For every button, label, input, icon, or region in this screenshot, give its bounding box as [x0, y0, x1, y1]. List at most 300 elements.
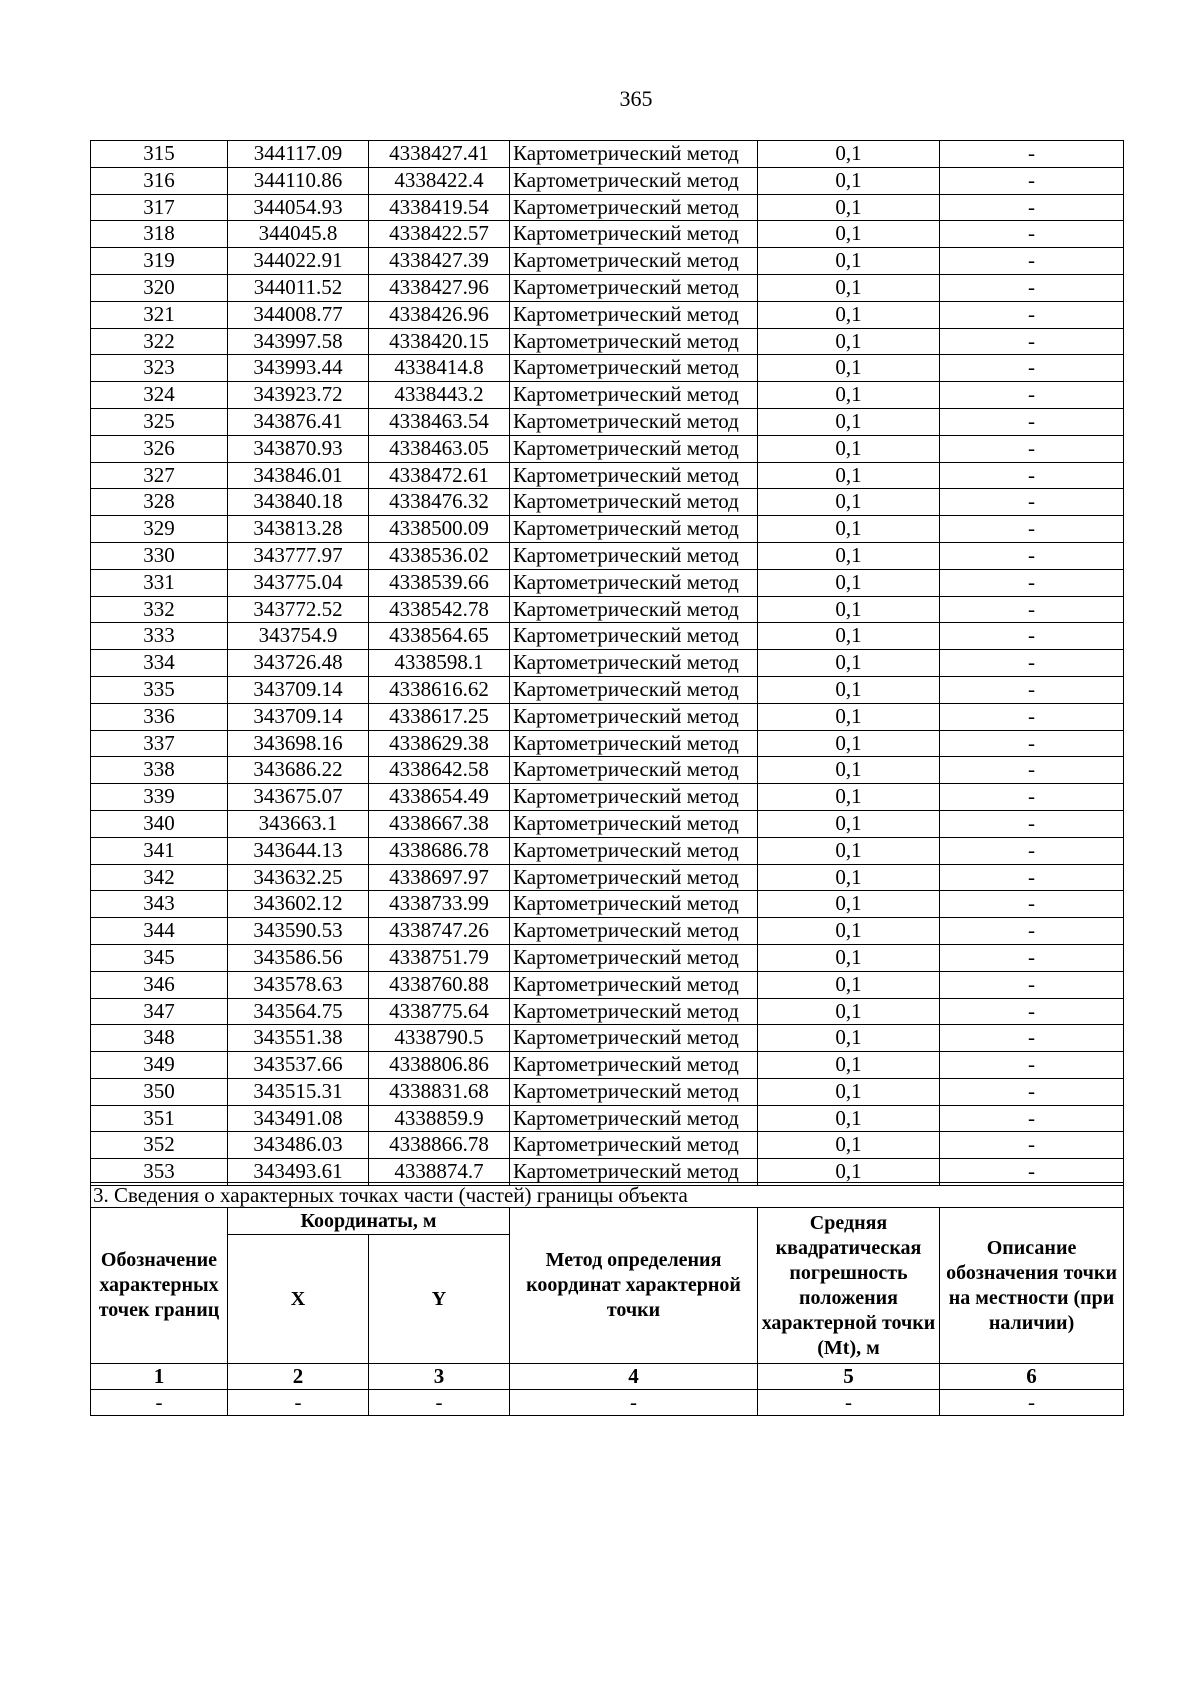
table-row — [91, 1132, 1124, 1159]
mt-cell: 0,1 — [758, 650, 940, 677]
method-cell: Картометрический метод — [510, 167, 758, 194]
coordinates-table — [90, 140, 1124, 1186]
y-cell: 4338866.78 — [369, 1132, 510, 1159]
x-cell: 343813.28 — [228, 516, 369, 543]
desc-cell: - — [940, 194, 1124, 221]
method-cell: Картометрический метод — [510, 864, 758, 891]
mt-cell: 0,1 — [758, 569, 940, 596]
desc-cell: - — [940, 1025, 1124, 1052]
method-cell: Картометрический метод — [510, 194, 758, 221]
x-cell: 343537.66 — [228, 1052, 369, 1079]
y-cell: 4338642.58 — [369, 757, 510, 784]
point-number-cell: 320 — [91, 274, 228, 301]
desc-cell: - — [940, 516, 1124, 543]
header-coords: Координаты, м — [228, 1208, 510, 1235]
table-row — [91, 301, 1124, 328]
mt-cell: 0,1 — [758, 998, 940, 1025]
y-cell: 4338859.9 — [369, 1105, 510, 1132]
x-cell: 343698.16 — [228, 730, 369, 757]
method-cell: Картометрический метод — [510, 971, 758, 998]
page-number: 365 — [619, 86, 653, 111]
method-cell: Картометрический метод — [510, 489, 758, 516]
mt-cell: 0,1 — [758, 1025, 940, 1052]
method-cell: Картометрический метод — [510, 650, 758, 677]
table-row — [91, 810, 1124, 837]
x-cell: 343491.08 — [228, 1105, 369, 1132]
mt-cell: 0,1 — [758, 542, 940, 569]
point-number-cell: 349 — [91, 1052, 228, 1079]
method-cell: Картометрический метод — [510, 703, 758, 730]
table-row — [91, 221, 1124, 248]
mt-cell: 0,1 — [758, 757, 940, 784]
y-cell: 4338536.02 — [369, 542, 510, 569]
method-cell: Картометрический метод — [510, 998, 758, 1025]
mt-cell: 0,1 — [758, 837, 940, 864]
point-number-cell: 315 — [91, 141, 228, 168]
y-cell: 4338564.65 — [369, 623, 510, 650]
method-cell: Картометрический метод — [510, 542, 758, 569]
desc-cell: - — [940, 998, 1124, 1025]
x-cell: 343726.48 — [228, 650, 369, 677]
desc-cell: - — [940, 596, 1124, 623]
x-cell: 344045.8 — [228, 221, 369, 248]
y-cell: 4338686.78 — [369, 837, 510, 864]
point-number-cell: 351 — [91, 1105, 228, 1132]
desc-cell: - — [940, 1132, 1124, 1159]
x-cell: 343590.53 — [228, 918, 369, 945]
table-row — [91, 328, 1124, 355]
desc-cell: - — [940, 301, 1124, 328]
y-cell: 4338427.41 — [369, 141, 510, 168]
table-row — [91, 1105, 1124, 1132]
x-cell: 344054.93 — [228, 194, 369, 221]
x-cell: 343997.58 — [228, 328, 369, 355]
desc-cell: - — [940, 489, 1124, 516]
point-number-cell: 318 — [91, 221, 228, 248]
desc-cell: - — [940, 837, 1124, 864]
point-number-cell: 341 — [91, 837, 228, 864]
point-number-cell: 330 — [91, 542, 228, 569]
table-row — [91, 676, 1124, 703]
mt-cell: 0,1 — [758, 1052, 940, 1079]
point-number-cell: 324 — [91, 382, 228, 409]
table-row — [91, 971, 1124, 998]
mt-cell: 0,1 — [758, 784, 940, 811]
y-cell: 4338697.97 — [369, 864, 510, 891]
point-number-cell: 325 — [91, 408, 228, 435]
x-cell: 343686.22 — [228, 757, 369, 784]
table-row — [91, 918, 1124, 945]
method-cell: Картометрический метод — [510, 918, 758, 945]
mt-cell: 0,1 — [758, 810, 940, 837]
y-cell: 4338806.86 — [369, 1052, 510, 1079]
mt-cell: 0,1 — [758, 596, 940, 623]
table-row — [91, 784, 1124, 811]
point-number-cell: 316 — [91, 167, 228, 194]
method-cell: Картометрический метод — [510, 516, 758, 543]
point-number-cell: 348 — [91, 1025, 228, 1052]
mt-cell: 0,1 — [758, 891, 940, 918]
header-designation: Обозначение характерных точек границ — [91, 1208, 228, 1364]
table-row — [91, 408, 1124, 435]
y-cell: 4338427.96 — [369, 274, 510, 301]
table-row — [91, 542, 1124, 569]
y-cell: 4338629.38 — [369, 730, 510, 757]
table-row — [91, 462, 1124, 489]
mt-cell: 0,1 — [758, 141, 940, 168]
desc-cell: - — [940, 328, 1124, 355]
point-number-cell: 329 — [91, 516, 228, 543]
mt-cell: 0,1 — [758, 1159, 940, 1186]
desc-cell: - — [940, 676, 1124, 703]
table-row — [91, 355, 1124, 382]
x-cell: 343564.75 — [228, 998, 369, 1025]
x-cell: 343663.1 — [228, 810, 369, 837]
desc-cell: - — [940, 167, 1124, 194]
column-number: 2 — [228, 1364, 369, 1390]
section3-table — [90, 1182, 1124, 1416]
table-cell: - — [758, 1390, 940, 1416]
x-cell: 343602.12 — [228, 891, 369, 918]
method-cell: Картометрический метод — [510, 355, 758, 382]
x-cell: 343709.14 — [228, 703, 369, 730]
section3-column-numbers-row — [91, 1364, 1124, 1390]
x-cell: 343515.31 — [228, 1078, 369, 1105]
desc-cell: - — [940, 382, 1124, 409]
y-cell: 4338747.26 — [369, 918, 510, 945]
x-cell: 344008.77 — [228, 301, 369, 328]
x-cell: 344110.86 — [228, 167, 369, 194]
method-cell: Картометрический метод — [510, 301, 758, 328]
method-cell: Картометрический метод — [510, 462, 758, 489]
x-cell: 343486.03 — [228, 1132, 369, 1159]
desc-cell: - — [940, 1078, 1124, 1105]
desc-cell: - — [940, 248, 1124, 275]
mt-cell: 0,1 — [758, 1078, 940, 1105]
mt-cell: 0,1 — [758, 971, 940, 998]
method-cell: Картометрический метод — [510, 1105, 758, 1132]
x-cell: 343675.07 — [228, 784, 369, 811]
x-cell: 343709.14 — [228, 676, 369, 703]
point-number-cell: 352 — [91, 1132, 228, 1159]
x-cell: 343775.04 — [228, 569, 369, 596]
method-cell: Картометрический метод — [510, 730, 758, 757]
x-cell: 344117.09 — [228, 141, 369, 168]
desc-cell: - — [940, 757, 1124, 784]
mt-cell: 0,1 — [758, 248, 940, 275]
x-cell: 343632.25 — [228, 864, 369, 891]
desc-cell: - — [940, 891, 1124, 918]
desc-cell: - — [940, 462, 1124, 489]
desc-cell: - — [940, 650, 1124, 677]
table-row — [91, 516, 1124, 543]
mt-cell: 0,1 — [758, 435, 940, 462]
x-cell: 343754.9 — [228, 623, 369, 650]
y-cell: 4338831.68 — [369, 1078, 510, 1105]
desc-cell: - — [940, 542, 1124, 569]
table-cell: - — [91, 1390, 228, 1416]
table-row — [91, 998, 1124, 1025]
mt-cell: 0,1 — [758, 274, 940, 301]
table-row — [91, 837, 1124, 864]
point-number-cell: 350 — [91, 1078, 228, 1105]
desc-cell: - — [940, 784, 1124, 811]
y-cell: 4338422.57 — [369, 221, 510, 248]
table-row — [91, 650, 1124, 677]
desc-cell: - — [940, 274, 1124, 301]
desc-cell: - — [940, 569, 1124, 596]
section3-caption-row — [91, 1183, 1124, 1208]
y-cell: 4338463.05 — [369, 435, 510, 462]
method-cell: Картометрический метод — [510, 891, 758, 918]
desc-cell: - — [940, 971, 1124, 998]
header-desc: Описание обозначения точки на местности (при наличии) — [940, 1208, 1124, 1364]
y-cell: 4338422.4 — [369, 167, 510, 194]
method-cell: Картометрический метод — [510, 810, 758, 837]
point-number-cell: 335 — [91, 676, 228, 703]
table-cell: - — [369, 1390, 510, 1416]
point-number-cell: 347 — [91, 998, 228, 1025]
table-row — [91, 730, 1124, 757]
x-cell: 344011.52 — [228, 274, 369, 301]
point-number-cell: 334 — [91, 650, 228, 677]
mt-cell: 0,1 — [758, 382, 940, 409]
y-cell: 4338598.1 — [369, 650, 510, 677]
mt-cell: 0,1 — [758, 703, 940, 730]
header-y: Y — [369, 1235, 510, 1364]
y-cell: 4338616.62 — [369, 676, 510, 703]
point-number-cell: 322 — [91, 328, 228, 355]
table-cell: - — [228, 1390, 369, 1416]
table-row — [91, 623, 1124, 650]
desc-cell: - — [940, 864, 1124, 891]
y-cell: 4338542.78 — [369, 596, 510, 623]
mt-cell: 0,1 — [758, 944, 940, 971]
point-number-cell: 317 — [91, 194, 228, 221]
y-cell: 4338420.15 — [369, 328, 510, 355]
column-number: 4 — [510, 1364, 758, 1390]
method-cell: Картометрический метод — [510, 141, 758, 168]
x-cell: 343923.72 — [228, 382, 369, 409]
table-row — [91, 891, 1124, 918]
y-cell: 4338539.66 — [369, 569, 510, 596]
desc-cell: - — [940, 918, 1124, 945]
table-row — [91, 248, 1124, 275]
column-number: 3 — [369, 1364, 510, 1390]
point-number-cell: 346 — [91, 971, 228, 998]
method-cell: Картометрический метод — [510, 1132, 758, 1159]
desc-cell: - — [940, 1052, 1124, 1079]
column-number: 1 — [91, 1364, 228, 1390]
point-number-cell: 323 — [91, 355, 228, 382]
section3-header-row-1 — [91, 1208, 1124, 1235]
desc-cell: - — [940, 141, 1124, 168]
mt-cell: 0,1 — [758, 1132, 940, 1159]
header-method: Метод определения координат характерной точки — [510, 1208, 758, 1364]
x-cell: 343777.97 — [228, 542, 369, 569]
coordinates-table-body — [91, 141, 1124, 1186]
point-number-cell: 319 — [91, 248, 228, 275]
point-number-cell: 327 — [91, 462, 228, 489]
method-cell: Картометрический метод — [510, 435, 758, 462]
y-cell: 4338426.96 — [369, 301, 510, 328]
table-row — [91, 141, 1124, 168]
point-number-cell: 353 — [91, 1159, 228, 1186]
x-cell: 344022.91 — [228, 248, 369, 275]
mt-cell: 0,1 — [758, 221, 940, 248]
desc-cell: - — [940, 944, 1124, 971]
mt-cell: 0,1 — [758, 167, 940, 194]
mt-cell: 0,1 — [758, 516, 940, 543]
x-cell: 343993.44 — [228, 355, 369, 382]
method-cell: Картометрический метод — [510, 757, 758, 784]
section3-caption: 3. Сведения о характерных точках части (частей) границы объекта — [91, 1183, 1124, 1208]
method-cell: Картометрический метод — [510, 1052, 758, 1079]
point-number-cell: 336 — [91, 703, 228, 730]
table-row — [91, 489, 1124, 516]
table-row — [91, 757, 1124, 784]
point-number-cell: 343 — [91, 891, 228, 918]
table-row — [91, 382, 1124, 409]
method-cell: Картометрический метод — [510, 408, 758, 435]
x-cell: 343840.18 — [228, 489, 369, 516]
point-number-cell: 328 — [91, 489, 228, 516]
desc-cell: - — [940, 810, 1124, 837]
method-cell: Картометрический метод — [510, 944, 758, 971]
y-cell: 4338775.64 — [369, 998, 510, 1025]
desc-cell: - — [940, 623, 1124, 650]
mt-cell: 0,1 — [758, 730, 940, 757]
table-row — [91, 167, 1124, 194]
point-number-cell: 342 — [91, 864, 228, 891]
desc-cell: - — [940, 1105, 1124, 1132]
method-cell: Картометрический метод — [510, 328, 758, 355]
point-number-cell: 344 — [91, 918, 228, 945]
mt-cell: 0,1 — [758, 328, 940, 355]
point-number-cell: 333 — [91, 623, 228, 650]
y-cell: 4338654.49 — [369, 784, 510, 811]
method-cell: Картометрический метод — [510, 837, 758, 864]
table-row — [91, 435, 1124, 462]
x-cell: 343772.52 — [228, 596, 369, 623]
y-cell: 4338443.2 — [369, 382, 510, 409]
y-cell: 4338733.99 — [369, 891, 510, 918]
y-cell: 4338874.7 — [369, 1159, 510, 1186]
method-cell: Картометрический метод — [510, 569, 758, 596]
desc-cell: - — [940, 408, 1124, 435]
y-cell: 4338414.8 — [369, 355, 510, 382]
method-cell: Картометрический метод — [510, 623, 758, 650]
desc-cell: - — [940, 703, 1124, 730]
mt-cell: 0,1 — [758, 864, 940, 891]
y-cell: 4338427.39 — [369, 248, 510, 275]
method-cell: Картометрический метод — [510, 382, 758, 409]
method-cell: Картометрический метод — [510, 1025, 758, 1052]
x-cell: 343870.93 — [228, 435, 369, 462]
x-cell: 343551.38 — [228, 1025, 369, 1052]
point-number-cell: 337 — [91, 730, 228, 757]
x-cell: 343846.01 — [228, 462, 369, 489]
method-cell: Картометрический метод — [510, 274, 758, 301]
method-cell: Картометрический метод — [510, 1159, 758, 1186]
x-cell: 343578.63 — [228, 971, 369, 998]
method-cell: Картометрический метод — [510, 596, 758, 623]
method-cell: Картометрический метод — [510, 676, 758, 703]
mt-cell: 0,1 — [758, 355, 940, 382]
y-cell: 4338760.88 — [369, 971, 510, 998]
y-cell: 4338472.61 — [369, 462, 510, 489]
desc-cell: - — [940, 1159, 1124, 1186]
y-cell: 4338476.32 — [369, 489, 510, 516]
table-row — [91, 703, 1124, 730]
table-row — [91, 864, 1124, 891]
y-cell: 4338667.38 — [369, 810, 510, 837]
table-cell: - — [940, 1390, 1124, 1416]
point-number-cell: 340 — [91, 810, 228, 837]
mt-cell: 0,1 — [758, 1105, 940, 1132]
mt-cell: 0,1 — [758, 301, 940, 328]
section3-empty-row — [91, 1390, 1124, 1416]
table-row — [91, 1052, 1124, 1079]
mt-cell: 0,1 — [758, 462, 940, 489]
point-number-cell: 331 — [91, 569, 228, 596]
y-cell: 4338500.09 — [369, 516, 510, 543]
column-number: 5 — [758, 1364, 940, 1390]
header-mt: Средняя квадратическая погрешность положения характерной точки (Mt), м — [758, 1208, 940, 1364]
mt-cell: 0,1 — [758, 676, 940, 703]
desc-cell: - — [940, 355, 1124, 382]
mt-cell: 0,1 — [758, 489, 940, 516]
point-number-cell: 326 — [91, 435, 228, 462]
mt-cell: 0,1 — [758, 408, 940, 435]
point-number-cell: 321 — [91, 301, 228, 328]
desc-cell: - — [940, 435, 1124, 462]
table-row — [91, 944, 1124, 971]
table-row — [91, 569, 1124, 596]
column-number: 6 — [940, 1364, 1124, 1390]
mt-cell: 0,1 — [758, 623, 940, 650]
table-row — [91, 1025, 1124, 1052]
method-cell: Картометрический метод — [510, 248, 758, 275]
y-cell: 4338617.25 — [369, 703, 510, 730]
point-number-cell: 332 — [91, 596, 228, 623]
desc-cell: - — [940, 730, 1124, 757]
table-cell: - — [510, 1390, 758, 1416]
mt-cell: 0,1 — [758, 194, 940, 221]
x-cell: 343644.13 — [228, 837, 369, 864]
point-number-cell: 339 — [91, 784, 228, 811]
point-number-cell: 338 — [91, 757, 228, 784]
method-cell: Картометрический метод — [510, 784, 758, 811]
mt-cell: 0,1 — [758, 918, 940, 945]
table-row — [91, 274, 1124, 301]
y-cell: 4338790.5 — [369, 1025, 510, 1052]
y-cell: 4338419.54 — [369, 194, 510, 221]
point-number-cell: 345 — [91, 944, 228, 971]
table-row — [91, 1078, 1124, 1105]
method-cell: Картометрический метод — [510, 221, 758, 248]
x-cell: 343493.61 — [228, 1159, 369, 1186]
x-cell: 343876.41 — [228, 408, 369, 435]
desc-cell: - — [940, 221, 1124, 248]
table-row — [91, 596, 1124, 623]
y-cell: 4338463.54 — [369, 408, 510, 435]
method-cell: Картометрический метод — [510, 1078, 758, 1105]
x-cell: 343586.56 — [228, 944, 369, 971]
table-row — [91, 194, 1124, 221]
header-x: X — [228, 1235, 369, 1364]
y-cell: 4338751.79 — [369, 944, 510, 971]
